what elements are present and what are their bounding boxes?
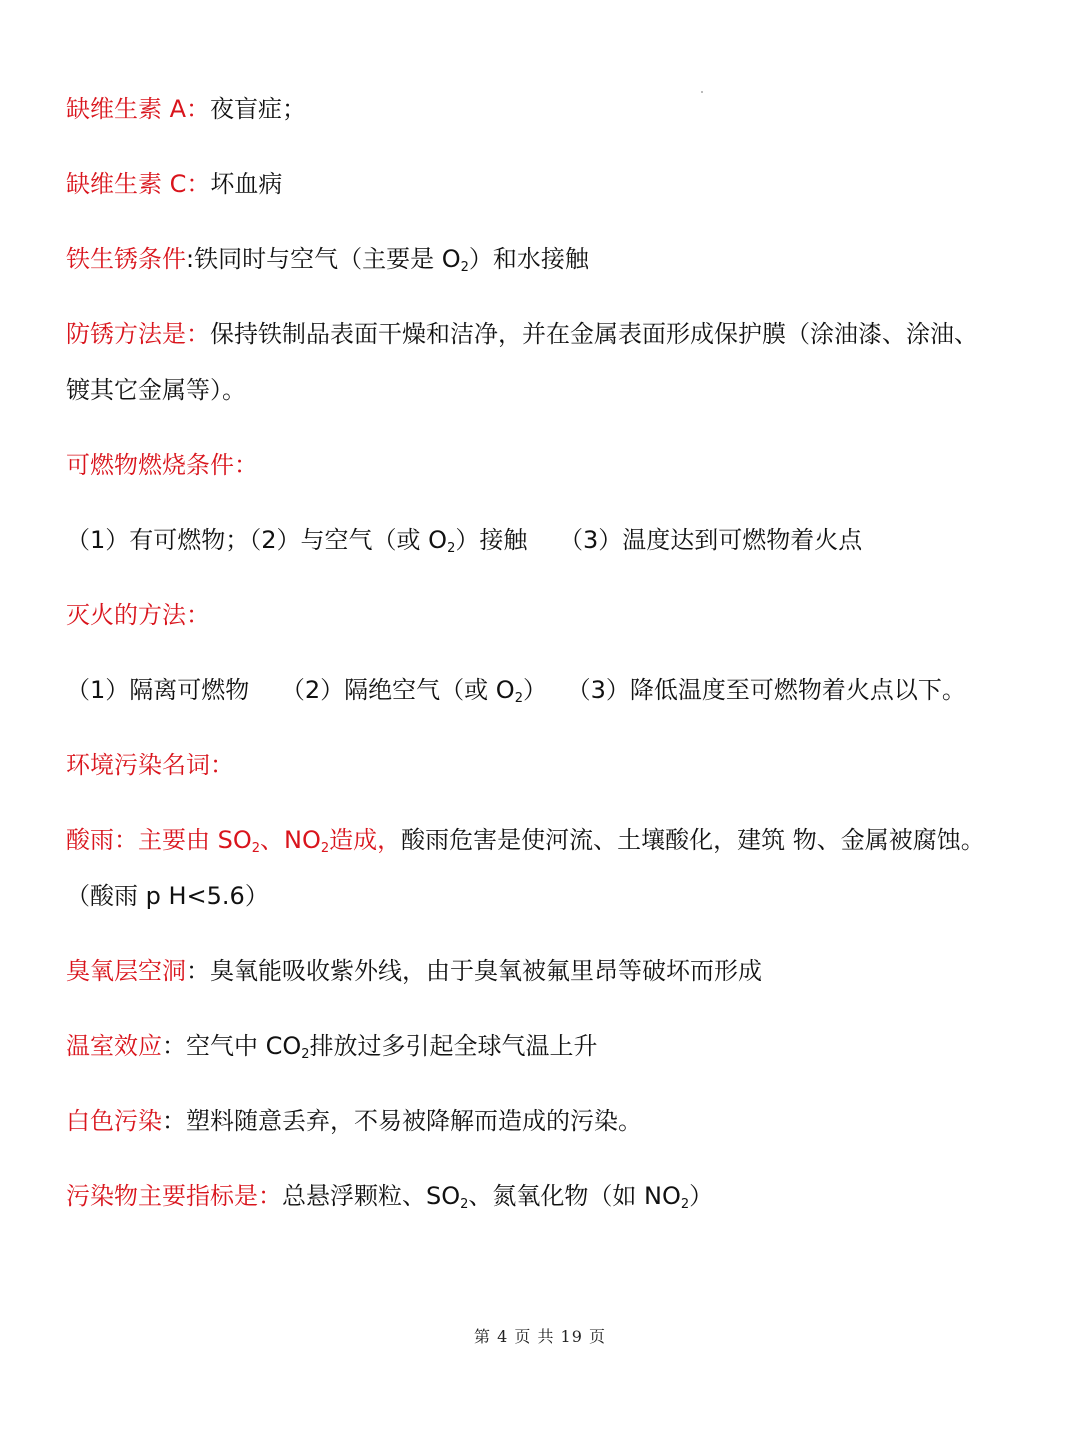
line-white-pollution <box>66 1104 642 1138</box>
line-antirust <box>66 317 978 351</box>
term-label: 酸雨：主要由 SO <box>66 826 252 854</box>
section-heading: 环境污染名词： <box>66 751 234 779</box>
term-text: （酸雨 p H<5.6） <box>66 882 269 910</box>
term-text: 夜盲症； <box>210 95 307 123</box>
line-rust-condition <box>66 242 589 276</box>
line-acid-rain-ph <box>66 879 269 913</box>
term-text: ） （3）降低温度至可燃物着火点以下。 <box>522 676 966 704</box>
term-label: 造成， <box>329 826 402 854</box>
term-text: ）和水接触 <box>468 245 589 273</box>
term-label: 缺维生素 A： <box>66 95 211 123</box>
term-text: ：空气中 CO <box>162 1032 302 1060</box>
subscript: 2 <box>460 260 469 275</box>
term-text: （1）有可燃物；（2）与空气（或 O <box>66 526 448 554</box>
line-fire-title <box>66 598 210 632</box>
subscript: 2 <box>680 1197 690 1212</box>
speck <box>701 91 703 93</box>
line-acid-rain <box>66 823 985 857</box>
page-footer: 第 4 页 共 19 页 <box>474 1327 606 1346</box>
term-text: 总悬浮颗粒、SO <box>282 1182 461 1210</box>
line-combustion-title <box>66 448 258 482</box>
subscript: 2 <box>251 841 261 856</box>
line-fire-items <box>66 673 966 707</box>
term-text: 酸雨危害是使河流、土壤酸化，建筑 物、金属被腐蚀。 <box>401 826 985 854</box>
term-text: ：塑料随意丢弃，不易被降解而造成的污染。 <box>162 1107 642 1135</box>
term-text: ）接触 （3）温度达到可燃物着火点 <box>455 526 863 554</box>
subscript: 2 <box>447 541 456 556</box>
term-label: 温室效应 <box>66 1032 162 1060</box>
line-ozone-hole <box>66 954 762 988</box>
term-text: ：臭氧能吸收紫外线，由于臭氧被氟里昂等破坏而形成 <box>186 957 762 985</box>
subscript: 2 <box>320 841 330 856</box>
term-label: 白色污染 <box>66 1107 162 1135</box>
line-pollution-title <box>66 748 234 782</box>
line-greenhouse <box>66 1029 598 1063</box>
line-vitamin-a <box>66 92 306 126</box>
line-vitamin-c <box>66 167 282 201</box>
line-pollution-indicators <box>66 1179 713 1213</box>
term-label: 臭氧层空洞 <box>66 957 186 985</box>
term-text: 保持铁制品表面干燥和洁净，并在金属表面形成保护膜（涂油漆、涂油、 <box>210 320 978 348</box>
term-text: ） <box>689 1182 714 1210</box>
subscript: 2 <box>301 1047 310 1062</box>
term-text: 、氮氧化物（如 NO <box>468 1182 681 1210</box>
term-label: 、NO <box>260 826 321 854</box>
term-text: 镀其它金属等）。 <box>66 376 246 404</box>
term-text: :铁同时与空气（主要是 O <box>186 245 461 273</box>
line-combustion-items <box>66 523 862 557</box>
term-text: 坏血病 <box>210 170 283 198</box>
line-antirust-cont <box>66 373 246 407</box>
subscript: 2 <box>514 691 523 706</box>
term-text: 排放过多引起全球气温上升 <box>309 1032 598 1060</box>
section-heading: 灭火的方法： <box>66 601 210 629</box>
term-label: 防锈方法是： <box>66 320 210 348</box>
term-text: （1）隔离可燃物 （2）隔绝空气（或 O <box>66 676 515 704</box>
section-heading: 可燃物燃烧条件： <box>66 451 258 479</box>
term-label: 铁生锈条件 <box>66 245 186 273</box>
term-label: 污染物主要指标是： <box>66 1182 282 1210</box>
subscript: 2 <box>460 1197 469 1212</box>
term-label: 缺维生素 C： <box>66 170 211 198</box>
